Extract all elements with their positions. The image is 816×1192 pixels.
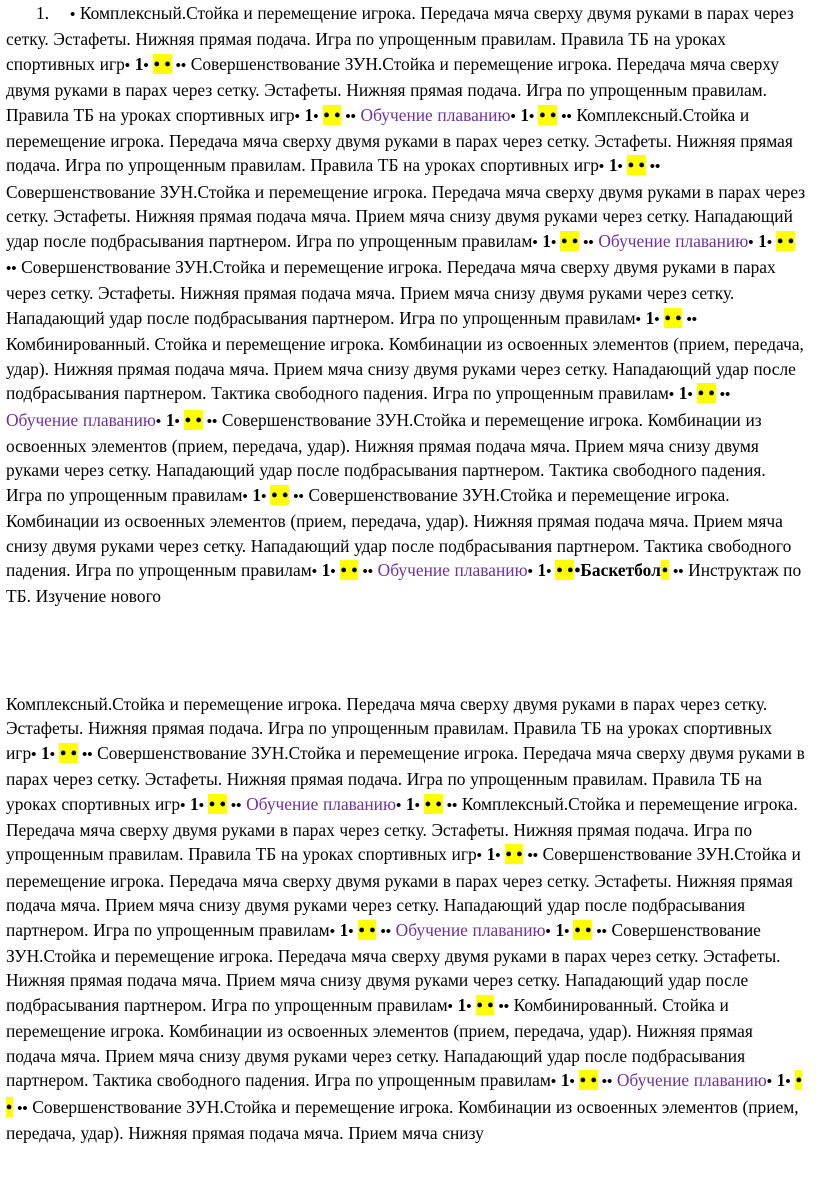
- bullet-run: •: [143, 57, 153, 74]
- bullet-run: •: [198, 797, 209, 814]
- bold-run: 1: [556, 1070, 570, 1091]
- bullet-run: •: [242, 488, 248, 505]
- schedule-paragraph-1: [6, 1, 806, 609]
- bullet-run: •: [687, 387, 697, 404]
- bullet-run: •: [550, 1074, 557, 1091]
- highlight-run: • •: [664, 307, 682, 328]
- bold-run: •Баскетбол: [574, 559, 661, 580]
- bullet-run: ••: [376, 923, 391, 940]
- paragraph-2-body: [6, 694, 805, 1143]
- bullet-run: •: [532, 234, 538, 251]
- bold-run: 1: [36, 742, 50, 763]
- bullet-run: •: [668, 387, 675, 404]
- bullet-run: •: [569, 1074, 579, 1091]
- bullet-run: •: [564, 923, 574, 940]
- link-run[interactable]: Обучение плаванию: [373, 559, 528, 580]
- text-run: Комплексный.Стойка и перемещение игрока. Передача мяча сверху двумя руками в парах через сетку. Эстафеты. Нижняя прямая подача. Игра по упрощенным правилам. Правила ТБ на уроках спортивных игр: [6, 104, 793, 176]
- bullet-run: •: [617, 159, 627, 176]
- bullet-run: •: [529, 108, 539, 125]
- bullet-run: ••: [358, 563, 374, 580]
- highlight-run: • •: [574, 919, 592, 940]
- bullet-run: ••: [6, 261, 17, 278]
- highlight-run: • •: [561, 230, 579, 251]
- bullet-run: •: [124, 57, 131, 74]
- bullet-run: •: [261, 488, 271, 505]
- highlight-run: • •: [424, 793, 442, 814]
- text-run: Совершенствование ЗУН.Стойка и перемещение игрока. Комбинации из освоенных элементов (прием, передача, удар). Нижняя прямая подача мяча. Прием мяча снизу двумя руками через сетку. Нападающий удар после подбрасывания партнером. Тактика свободного падения. Игра по упрощенным правилам: [6, 409, 766, 505]
- bold-run: 1: [640, 307, 655, 328]
- highlight-run: • •: [323, 104, 341, 125]
- text-run: Совершенствование ЗУН.Стойка и перемещение игрока. Комбинации из освоенных элементов (прием, передача, удар). Нижняя прямая подача мяча. Прием мяча снизу двумя руками через сетку. Нападающий удар после подбрасывания партнером. Тактика свободного падения. Игра по упрощенным правилам: [6, 484, 792, 580]
- highlight-run: • •: [539, 104, 557, 125]
- text-run: Совершенствование ЗУН.Стойка и перемещение игрока. Передача мяча сверху двумя руками в парах через сетку. Эстафеты. Нижняя прямая подача мяча. Прием мяча снизу двумя руками через сетку. Нападающий удар после подбрасывания партнером. Игра по упрощенным правилам: [6, 257, 776, 328]
- bullet-run: •: [545, 923, 551, 940]
- bullet-run: •: [766, 234, 777, 251]
- bold-run: 1: [130, 53, 144, 74]
- bullet-run: ••: [592, 923, 607, 940]
- bullet-run: •: [476, 848, 482, 865]
- bullet-run: •: [466, 998, 476, 1015]
- bullet-run: ••: [682, 311, 697, 328]
- bullet-run: •: [329, 923, 335, 940]
- bullet-run: •: [447, 998, 453, 1015]
- bullet-run: •: [31, 746, 37, 763]
- text-run: Совершенствование ЗУН.Стойка и перемещение игрока. Передача мяча сверху двумя руками в парах через сетку. Эстафеты. Нижняя прямая подача. Игра по упрощенным правилам. Правила ТБ на уроках спортивных игр: [6, 742, 805, 814]
- highlight-run: • •: [184, 409, 202, 430]
- bold-run: 1: [772, 1070, 786, 1091]
- bullet-run: ••: [341, 108, 356, 125]
- link-run[interactable]: Обучение плаванию: [391, 919, 546, 940]
- bullet-run: ••: [226, 797, 242, 814]
- bullet-run: ••: [668, 563, 684, 580]
- text-run: Комплексный.Стойка и перемещение игрока. Передача мяча сверху двумя руками в парах через сетку. Эстафеты. Нижняя прямая подача. Игра по упрощенным правилам. Правила ТБ на уроках спортивных игр: [6, 3, 794, 74]
- highlight-run: • •: [505, 844, 523, 865]
- bullet-run: ••: [557, 108, 572, 125]
- highlight-run: • •: [777, 230, 794, 251]
- bold-run: 1: [401, 793, 415, 814]
- bullet-run: ••: [579, 234, 594, 251]
- highlight-run: • •: [60, 742, 77, 763]
- bullet-run: ••: [202, 413, 218, 430]
- bullet-run: ••: [289, 488, 304, 505]
- bullet-run: •: [311, 563, 317, 580]
- highlight-run: • •: [6, 1070, 802, 1117]
- bold-run: 1: [185, 793, 199, 814]
- bullet-run: •: [527, 563, 533, 580]
- bold-run: 1: [515, 104, 530, 125]
- bold-run: 1: [604, 155, 618, 176]
- bullet-run: •: [174, 413, 184, 430]
- text-run: Совершенствование ЗУН.Стойка и перемещение игрока. Комбинации из освоенных элементов (прием, передача, удар). Нижняя прямая подача мяча. Прием мяча снизу: [6, 1096, 799, 1143]
- text-run: Совершенствование ЗУН.Стойка и перемещение игрока. Передача мяча сверху двумя руками в парах через сетку. Эстафеты. Нижняя прямая подача мяча. Прием мяча снизу двумя руками через сетку. Нападающий удар после подбрасывания партнером. Игра по упрощенным правилам: [6, 844, 801, 940]
- bullet-run: •: [395, 797, 402, 814]
- text-run: Комбинированный. Стойка и перемещение игрока. Комбинации из освоенных элементов (прием, передача, удар). Нижняя прямая подача мяча. Прием мяча снизу двумя руками через сетку. Нападающий удар после подбрасывания партнером. Тактика свободного падения. Игра по упрощенным правилам: [6, 994, 753, 1091]
- paragraph-1-body: [6, 3, 805, 606]
- highlight-run: • •: [153, 53, 171, 74]
- bullet-run: •: [546, 563, 556, 580]
- highlight-run: • •: [340, 559, 358, 580]
- bullet-run: •: [348, 923, 358, 940]
- bold-run: 1: [161, 409, 175, 430]
- bold-run: 1: [247, 484, 262, 505]
- schedule-paragraph-2: [6, 692, 806, 1145]
- bold-run: 1: [532, 559, 547, 580]
- link-run[interactable]: Обучение плаванию: [593, 230, 749, 251]
- bullet-run: ••: [645, 159, 661, 176]
- bullet-run: •: [313, 108, 323, 125]
- bullet-run: ••: [494, 998, 509, 1015]
- text-run: Инструктаж по ТБ. Изучение нового: [6, 559, 802, 607]
- bullet-run: •: [654, 311, 664, 328]
- highlight-run: • •: [579, 1070, 597, 1091]
- bullet-run: ••: [171, 57, 187, 74]
- bullet-run: •: [598, 159, 605, 176]
- bold-run: 1: [452, 994, 467, 1015]
- bullet-run: •: [330, 563, 340, 580]
- bullet-run: •: [550, 234, 561, 251]
- bold-run: 1: [299, 104, 314, 125]
- bold-run: 1: [753, 230, 767, 251]
- bullet-run: •: [510, 108, 516, 125]
- bullet-run: •: [294, 108, 300, 125]
- bullet-run: •: [495, 848, 505, 865]
- bold-run: 1: [481, 844, 496, 865]
- link-run[interactable]: Обучение плаванию: [241, 793, 396, 814]
- highlight-run: • •: [476, 994, 494, 1015]
- highlight-run: • •: [209, 793, 226, 814]
- bullet-run: •: [155, 413, 162, 430]
- text-run: Совершенствование ЗУН.Стойка и перемещение игрока. Передача мяча сверху двумя руками в парах через сетку. Эстафеты. Нижняя прямая подача мяча. Прием мяча снизу двумя руками через сетку. Нападающий удар после подбрасывания партнером. Игра по упрощенным правилам: [6, 181, 806, 251]
- bullet-run: •: [785, 1074, 795, 1091]
- text-run: Комбинированный. Стойка и перемещение игрока. Комбинации из освоенных элементов (прием, передача, удар). Нижняя прямая подача мяча. Прием мяча снизу двумя руками через сетку. Нападающий удар после подбрасывания партнером. Тактика свободного падения. Игра по упрощенным правилам: [6, 334, 804, 404]
- bullet-run: ••: [715, 387, 731, 404]
- list-number: 1.: [36, 3, 50, 23]
- bullet-run: •: [49, 746, 60, 763]
- bullet-run: ••: [442, 797, 458, 814]
- bullet-icon: •: [70, 7, 76, 23]
- bold-run: 1: [550, 919, 565, 940]
- text-run: Совершенствование ЗУН.Стойка и перемещение игрока. Передача мяча сверху двумя руками в парах через сетку. Эстафеты. Нижняя прямая подача мяча. Прием мяча снизу двумя руками через сетку. Нападающий удар после подбрасывания партнером. Игра по упрощенным правилам: [6, 919, 781, 1015]
- bullet-run: •: [766, 1074, 773, 1091]
- text-run: Комплексный.Стойка и перемещение игрока. Передача мяча сверху двумя руками в парах через сетку. Эстафеты. Нижняя прямая подача. Игра по упрощенным правилам. Правила ТБ на уроках спортивных игр: [6, 793, 798, 865]
- highlight-run: • •: [358, 919, 376, 940]
- link-run[interactable]: Обучение плаванию: [355, 104, 511, 125]
- text-run: Комплексный.Стойка и перемещение игрока. Передача мяча сверху двумя руками в парах через сетку. Эстафеты. Нижняя прямая подача. Игра по упрощенным правилам. Правила ТБ на уроках спортивных игр: [6, 694, 773, 763]
- bullet-run: ••: [523, 848, 538, 865]
- highlight-run: • •: [627, 155, 645, 176]
- highlight-run: • •: [271, 484, 289, 505]
- bold-run: 1: [316, 559, 331, 580]
- bullet-run: ••: [597, 1074, 613, 1091]
- bold-run: 1: [334, 919, 349, 940]
- highlight-run: • •: [697, 383, 715, 404]
- highlight-run: •: [661, 559, 668, 580]
- bullet-run: ••: [77, 746, 93, 763]
- bullet-run: •: [180, 797, 186, 814]
- bullet-run: •: [748, 234, 754, 251]
- link-run[interactable]: Обучение плаванию: [6, 409, 156, 430]
- bold-run: 1: [537, 230, 551, 251]
- bold-run: 1: [674, 383, 688, 404]
- text-run: Совершенствование ЗУН.Стойка и перемещение игрока. Передача мяча сверху двумя руками в парах через сетку. Эстафеты. Нижняя прямая подача. Игра по упрощенным правилам. Правила ТБ на уроках спортивных игр: [6, 53, 780, 125]
- highlight-run: • •: [556, 559, 574, 580]
- bullet-run: ••: [13, 1100, 28, 1117]
- bullet-run: •: [635, 311, 641, 328]
- bullet-run: •: [414, 797, 424, 814]
- link-run[interactable]: Обучение плаванию: [612, 1070, 767, 1091]
